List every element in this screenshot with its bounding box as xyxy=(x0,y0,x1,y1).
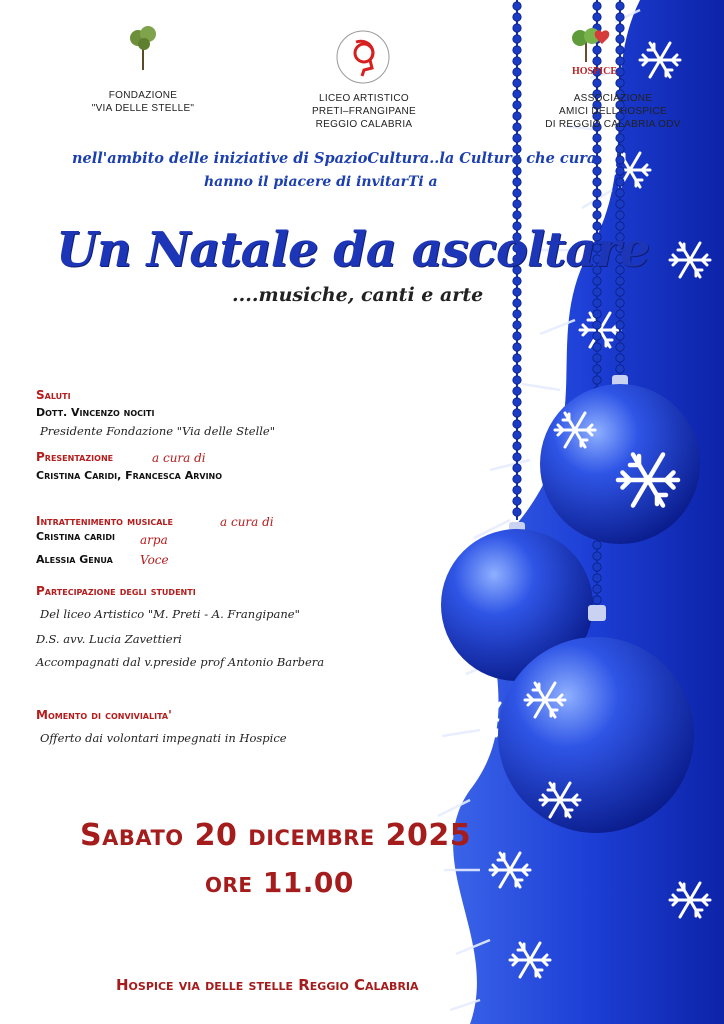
section-intrattenimento-heading: Intrattenimento musicale xyxy=(36,514,173,528)
hospice-tree-logo-icon xyxy=(562,24,618,78)
studenti-line: Accompagnati dal v.preside prof Antonio Barbera xyxy=(36,655,325,669)
garland-bead xyxy=(513,57,521,65)
logo-caption-line: PRETI–FRANGIPANE xyxy=(311,106,417,117)
garland-bead xyxy=(616,277,624,285)
garland-bead xyxy=(513,453,521,461)
garland-bead xyxy=(593,2,601,10)
garland-bead xyxy=(513,409,521,417)
garland-bead xyxy=(593,376,601,384)
garland-bead xyxy=(593,354,601,362)
tree-logo-icon xyxy=(120,22,166,72)
garland-bead xyxy=(513,112,521,120)
garland-bead xyxy=(513,35,521,43)
section-convivialita-heading: Momento di convivialita' xyxy=(36,708,172,722)
garland-bead xyxy=(513,189,521,197)
performer-instrument: arpa xyxy=(140,533,168,547)
garland-bead xyxy=(513,123,521,131)
convivialita-line: Offerto dai volontari impegnati in Hospice xyxy=(40,731,287,745)
garland-bead xyxy=(593,343,601,351)
studenti-line: D.S. avv. Lucia Zavettieri xyxy=(36,632,182,646)
logo-caption-line: ASSOCIAZIONE xyxy=(573,93,653,104)
garland-bead xyxy=(616,354,624,362)
intro-line-2: hanno il piacere di invitarTi a xyxy=(204,174,438,190)
garland-bead xyxy=(593,563,601,571)
garland-bead xyxy=(513,398,521,406)
garland-bead xyxy=(513,90,521,98)
garland-bead xyxy=(513,464,521,472)
garland-bead xyxy=(593,211,601,219)
section-studenti-heading: Partecipazione degli studenti xyxy=(36,584,196,598)
garland-bead xyxy=(513,68,521,76)
section-saluti-heading: Saluti xyxy=(36,388,71,402)
garland-bead xyxy=(616,365,624,373)
garland-bead xyxy=(593,552,601,560)
presentazione-cura: a cura di xyxy=(152,451,206,465)
garland-bead xyxy=(616,288,624,296)
garland-bead xyxy=(593,288,601,296)
garland-bead xyxy=(616,145,624,153)
intro-line-1: nell'ambito delle iniziative di SpazioCultura..la Cultura che cura xyxy=(72,150,597,167)
logo-caption-line: "VIA DELLE STELLE" xyxy=(91,103,195,114)
garland-bead xyxy=(593,321,601,329)
garland-bead xyxy=(513,101,521,109)
garland-bead xyxy=(616,343,624,351)
garland-bead xyxy=(513,376,521,384)
garland-bead xyxy=(513,508,521,516)
garland-bead xyxy=(513,486,521,494)
presentazione-names: Cristina Caridi, Francesca Arvino xyxy=(36,469,223,482)
logo-caption-line: LICEO ARTISTICO xyxy=(319,93,409,104)
garland-bead xyxy=(616,332,624,340)
garland-bead xyxy=(616,134,624,142)
garland-bead xyxy=(593,365,601,373)
event-title: Un Natale da ascoltare xyxy=(56,222,650,278)
garland-bead xyxy=(513,365,521,373)
garland-bead xyxy=(513,24,521,32)
garland-bead xyxy=(513,442,521,450)
garland-bead xyxy=(513,288,521,296)
event-date: Sabato 20 dicembre 2025 xyxy=(80,818,472,853)
logo-caption-line: FONDAZIONE xyxy=(108,90,178,101)
garland-bead xyxy=(616,200,624,208)
garland-bead xyxy=(616,178,624,186)
intrattenimento-cura: a cura di xyxy=(220,515,274,529)
garland-bead xyxy=(593,167,601,175)
garland-bead xyxy=(513,299,521,307)
garland-bead xyxy=(593,299,601,307)
garland-bead xyxy=(513,431,521,439)
studenti-line: Del liceo Artistico "M. Preti - A. Frangipane" xyxy=(40,607,300,621)
logo-caption-line: AMICI DELL'HOSPICE xyxy=(559,106,667,117)
garland-bead xyxy=(616,156,624,164)
section-presentazione-heading: Presentazione xyxy=(36,450,114,464)
garland-bead xyxy=(513,79,521,87)
garland-bead xyxy=(513,2,521,10)
garland-bead xyxy=(616,310,624,318)
garland-bead xyxy=(616,321,624,329)
garland-bead xyxy=(616,2,624,10)
garland-bead xyxy=(616,299,624,307)
liceo-head-logo-icon xyxy=(334,28,392,86)
garland-bead xyxy=(513,46,521,54)
logo-caption-line: REGGIO CALABRIA xyxy=(315,119,413,130)
logo-caption-line: DI REGGIO CALABRIA ODV xyxy=(545,119,681,130)
garland-bead xyxy=(616,189,624,197)
garland-bead xyxy=(513,211,521,219)
garland-bead xyxy=(513,178,521,186)
garland-bead xyxy=(513,497,521,505)
garland-bead xyxy=(593,79,601,87)
saluti-name: Dott. Vincenzo nociti xyxy=(36,406,155,419)
garland-bead xyxy=(593,332,601,340)
garland-bead xyxy=(593,200,601,208)
performer-instrument: Voce xyxy=(140,553,169,567)
garland-bead xyxy=(513,420,521,428)
garland-bead xyxy=(513,321,521,329)
garland-bead xyxy=(513,387,521,395)
garland-bead xyxy=(513,134,521,142)
garland-bead xyxy=(513,475,521,483)
garland-bead xyxy=(513,200,521,208)
garland-bead xyxy=(593,13,601,21)
garland-bead xyxy=(513,13,521,21)
garland-bead xyxy=(593,596,601,604)
garland-bead xyxy=(513,332,521,340)
garland-bead xyxy=(593,178,601,186)
garland-bead xyxy=(616,167,624,175)
garland-bead xyxy=(513,354,521,362)
garland-bead xyxy=(593,310,601,318)
garland-bead xyxy=(593,541,601,549)
garland-bead xyxy=(593,574,601,582)
garland-bead xyxy=(616,211,624,219)
garland-bead xyxy=(593,134,601,142)
garland-bead xyxy=(616,79,624,87)
garland-bead xyxy=(513,343,521,351)
saluti-role: Presidente Fondazione "Via delle Stelle" xyxy=(40,424,276,438)
garland-bead xyxy=(616,13,624,21)
performer-name: Alessia Genua xyxy=(36,553,113,566)
garland-bead xyxy=(593,585,601,593)
garland-bead xyxy=(593,189,601,197)
svg-text:HOSPICE: HOSPICE xyxy=(572,66,618,77)
performer-name: Cristina caridi xyxy=(36,530,115,543)
event-subtitle: ....musiche, canti e arte xyxy=(232,284,484,306)
garland-bead xyxy=(513,277,521,285)
garland-bead xyxy=(593,277,601,285)
garland-bead xyxy=(513,310,521,318)
event-place: Hospice via delle stelle Reggio Calabria xyxy=(116,976,419,994)
event-time: ore 11.00 xyxy=(205,866,354,899)
garland-bead xyxy=(513,167,521,175)
